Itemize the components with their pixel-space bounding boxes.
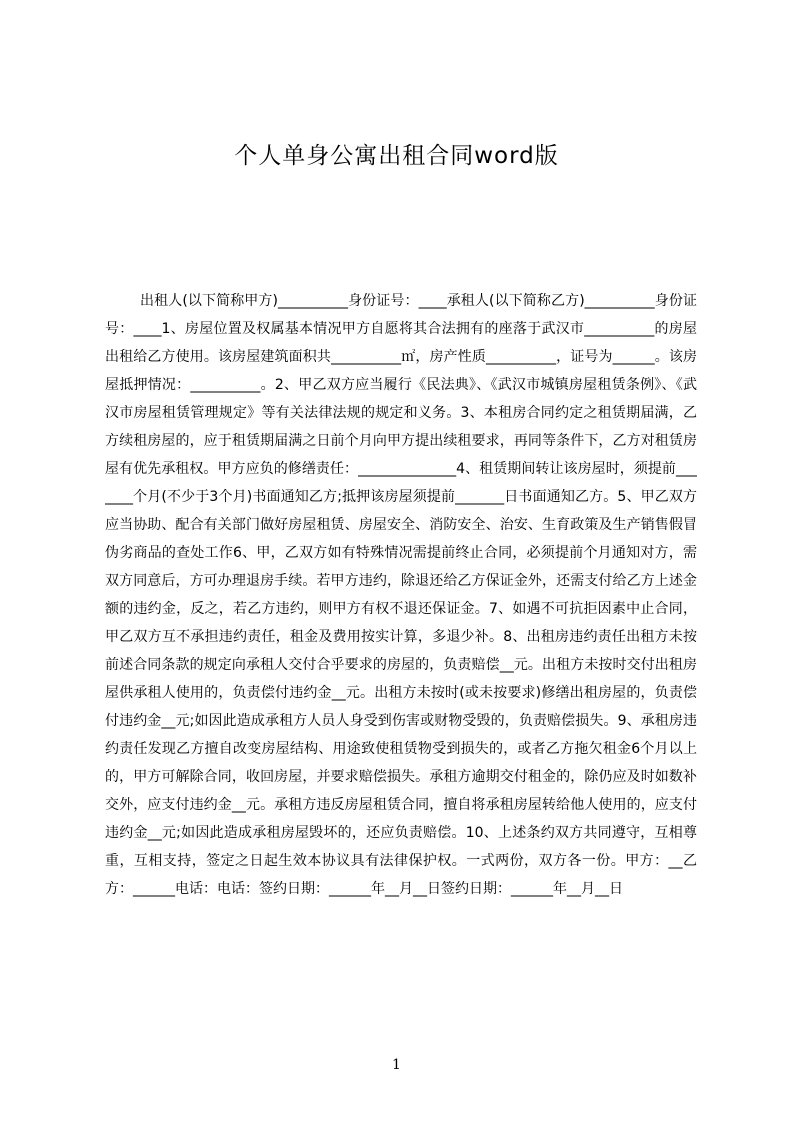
page-number: 1 bbox=[392, 1057, 401, 1073]
contract-body: 出租人(以下简称甲方)__________身份证号：____承租人(以下简称乙方)__________身份证号：____1、房屋位置及权属基本情况甲方自愿将其合法拥有的座落于武汉市__________的房屋出租给乙方使用。该房屋建筑面积共__________㎡，房产性质__________，证号为______。该房屋抵押情况：__________。2、甲乙双方应当履行《民法典》、《武汉市城镇房屋租赁条例》、《武汉市房屋租赁管理规定》等有关法律法规的规定和义务。3、本租房合同约定之租赁期届满，乙方续租房屋的，应于租赁期届满之日前个月向甲方提出续租要求，再同等条件下，乙方对租赁房屋有优先承租权。甲方应负的修缮责任：______________4、租赁期间转让该房屋时，须提前_______个月(不少于3个月)书面通知乙方;抵押该房屋须提前_______日书面通知乙方。5、甲乙双方应当协助、配合有关部门做好房屋租赁、房屋安全、消防安全、治安、生育政策及生产销售假冒伪劣商品的查处工作6、甲，乙双方如有特殊情况需提前终止合同，必须提前个月通知对方，需双方同意后，方可办理退房手续。若甲方违约，除退还给乙方保证金外，还需支付给乙方上述金额的违约金，反之，若乙方违约，则甲方有权不退还保证金。7、如遇不可抗拒因素中止合同，甲乙双方互不承担违约责任，租金及费用按实计算，多退少补。8、出租房违约责任出租方未按前述合同条款的规定向承租人交付合乎要求的房屋的，负责赔偿__元。出租方未按时交付出租房屋供承租人使用的，负责偿付违约金__元。出租方未按时(或未按要求)修缮出租房屋的，负责偿付违约金__元;如因此造成承租方人员人身受到伤害或财物受毁的，负责赔偿损失。9、承租房违约责任发现乙方擅自改变房屋结构、用途致使租赁物受到损失的，或者乙方拖欠租金6个月以上的，甲方可解除合同，收回房屋，并要求赔偿损失。承租方逾期交付租金的，除仍应及时如数补交外，应支付违约金__元。承租方违反房屋租赁合同，擅自将承租房屋转给他人使用的，应支付违约金__元;如因此造成承租房屋毁坏的，还应负责赔偿。10、上述条约双方共同遵守，互相尊重，互相支持，签定之日起生效本协议具有法律保护权。一式两份，双方各一份。甲方：__乙方：______电话：电话：签约日期：______年__月__日签约日期：______年__月__日 bbox=[105, 293, 697, 897]
document-title: 个人单身公寓出租合同word版 bbox=[234, 143, 559, 169]
